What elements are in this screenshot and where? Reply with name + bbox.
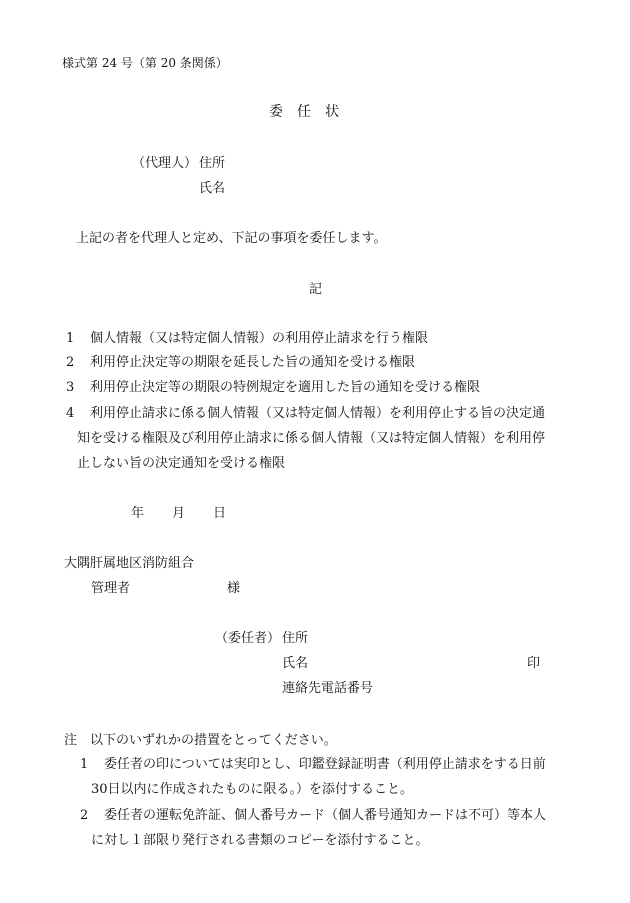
- recipient-manager: 管理者: [91, 581, 131, 596]
- list-item-text: 知を受ける権限及び利用停止請求に係る個人情報（又は特定個人情報）を利用停: [77, 431, 546, 446]
- recipient-honorific: 様: [227, 581, 241, 596]
- agent-address-label: 住所: [199, 156, 226, 171]
- intro-text: 上記の者を代理人と定め、下記の事項を委任します。: [76, 231, 387, 246]
- principal-role-label: （委任者）: [215, 631, 281, 646]
- note-text: 委任者の運転免許証、個人番号カード（個人番号通知カードは不可）等本人: [104, 808, 547, 823]
- list-item-text: 利用停止決定等の期限を延長した旨の通知を受ける権限: [90, 355, 416, 370]
- list-item-text: 利用停止請求に係る個人情報（又は特定個人情報）を利用停止する旨の決定通: [90, 406, 546, 421]
- note-number: 2: [80, 808, 89, 823]
- list-item-text: 利用停止決定等の期限の特例規定を適用した旨の通知を受ける権限: [90, 380, 481, 395]
- agent-role-label: （代理人）: [132, 156, 198, 171]
- principal-address-label: 住所: [282, 631, 309, 646]
- note-text: に対し１部限り発行される書類のコピーを添付すること。: [91, 833, 429, 848]
- date-year-label: 年: [131, 506, 145, 521]
- note-text: 委任者の印については実印とし、印鑑登録証明書（利用停止請求をする日前: [104, 757, 546, 772]
- list-item-number: 1: [66, 331, 75, 346]
- principal-name-label: 氏名: [282, 656, 309, 671]
- date-month-label: 月: [172, 506, 186, 521]
- list-item-text: 止しない旨の決定通知を受ける権限: [77, 456, 286, 471]
- note-text: 30日以内に作成されたものに限る。）を添付すること。: [91, 782, 414, 797]
- document-title: 委 任 状: [269, 104, 339, 120]
- agent-name-label: 氏名: [199, 181, 226, 196]
- ki-heading: 記: [309, 282, 323, 297]
- date-day-label: 日: [213, 506, 227, 521]
- note-number: 1: [80, 757, 89, 772]
- list-item-number: 2: [66, 355, 75, 370]
- form-number: 様式第 24 号（第 20 条関係）: [62, 56, 228, 70]
- seal-mark: 印: [527, 656, 541, 671]
- notes-header: 注 以下のいずれかの措置をとってください。: [64, 733, 337, 748]
- principal-phone-label: 連絡先電話番号: [282, 681, 374, 696]
- list-item-number: 4: [66, 406, 75, 421]
- list-item-text: 個人情報（又は特定個人情報）の利用停止請求を行う権限: [90, 331, 429, 346]
- recipient-organization: 大隅肝属地区消防組合: [64, 556, 195, 571]
- list-item-number: 3: [66, 380, 75, 395]
